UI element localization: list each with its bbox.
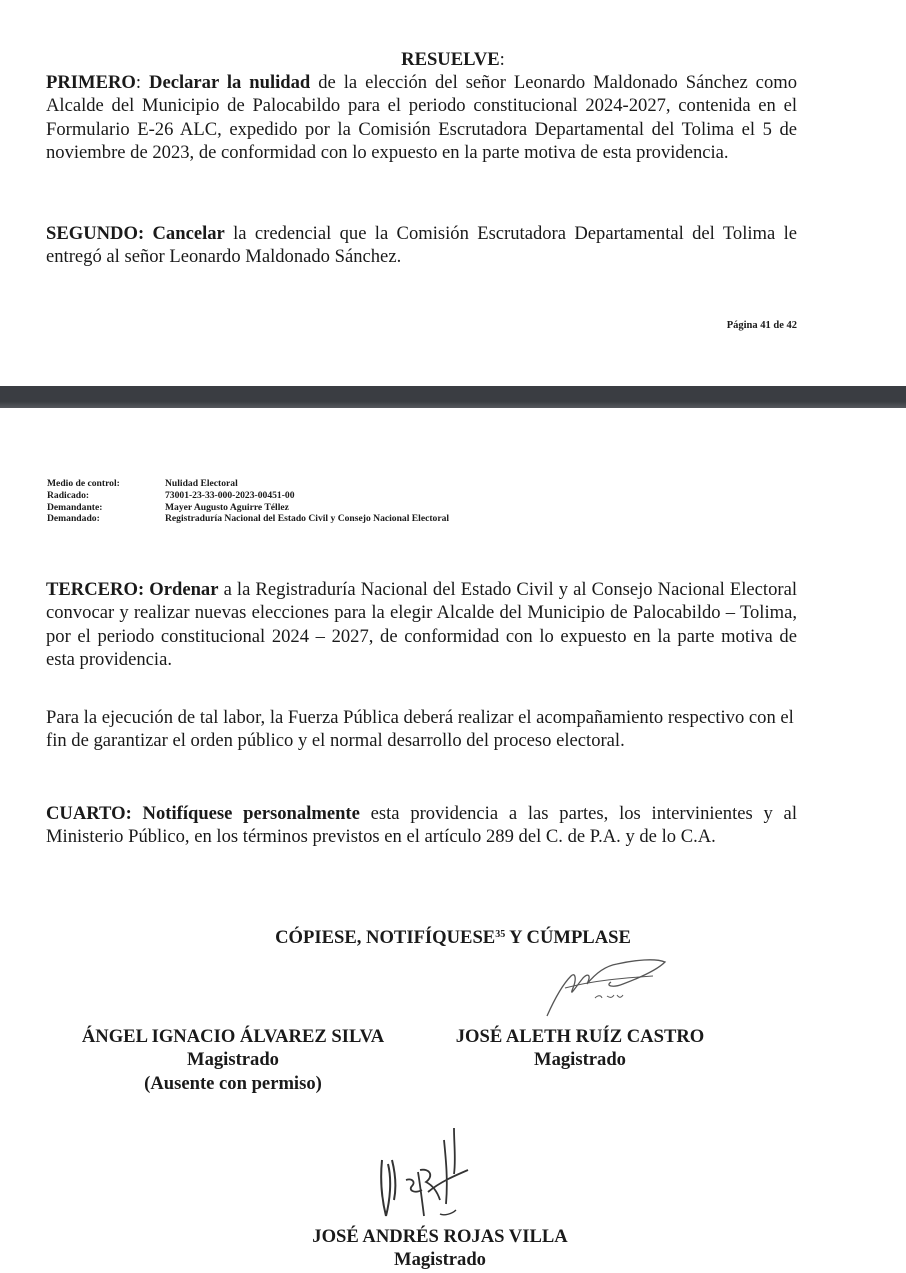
primero-action: Declarar la nulidad [149,72,311,93]
signature-rojas-villa [368,1120,478,1220]
header-row-control: Medio de control: Nulidad Electoral [47,478,238,489]
page-separator [0,386,906,408]
primero-paragraph: PRIMERO: Declarar la nulidad de la elección del señor Leonardo Maldonado Sánchez como Alcalde del Municipio de Palocabildo para el periodo constitucional 2024-2027, contenida en el Formulario E-26 ALC, expedido por la Comisión Escrutadora Departamental del Tolima el 5 de noviembre de 2023, de conformidad con lo expuesto en la parte motiva de esta providencia. [46,72,797,164]
cuarto-action: Notifíquese personalmente [142,803,360,824]
signer-name: JOSÉ ANDRÉS ROJAS VILLA [312,1226,568,1247]
header-row-radicado: Radicado: 73001-23-33-000-2023-00451-00 [47,489,295,501]
signature-ruiz-castro [535,948,675,1020]
signer-title: Magistrado [394,1249,486,1271]
tercero-label: TERCERO: [46,579,145,600]
signer-title: Magistrado [187,1049,279,1071]
signature-block-alvarez-silva [30,1025,436,1095]
segundo-action: Cancelar [152,223,225,244]
footnote-ref: 35 [495,929,506,940]
cuarto-paragraph: CUARTO: Notifíquese personalmente esta providencia a las partes, los intervinientes y al Ministerio Público, en los términos previstos en el artículo 289 del C. de P.A. y de lo C.A. [46,803,797,848]
header-row-demandado: Demandado: Registraduría Nacional del Estado Civil y Consejo Nacional Electoral [47,513,450,525]
ejecucion-paragraph: Para la ejecución de tal labor, la Fuerza Pública deberá realizar el acompañamiento respectivo con el fin de garantizar el orden público y el normal desarrollo del proceso electoral. [46,707,794,752]
page-number: Página 41 de 42 [726,320,797,331]
signature-block-rojas-villa [220,1225,660,1272]
signer-note: (Ausente con permiso) [144,1072,322,1094]
closing-formula: CÓPIESE, NOTIFÍQUESE$^{35}$ Y CÚMPLASE [275,927,631,948]
signer-title: Magistrado [534,1049,626,1071]
primero-label: PRIMERO [46,72,136,93]
resuelve-heading: RESUELVE: [401,49,505,70]
tercero-paragraph: TERCERO: Ordenar a la Registraduría Nacional del Estado Civil y al Consejo Nacional Electoral convocar y realizar nuevas elecciones para la elegir Alcalde del Municipio de Palocabildo – Tolima, por el periodo constitucional 2024 – 2027, de conformidad con lo expuesto en la parte motiva de esta providencia. [46,579,797,671]
signature-block-ruiz-castro [440,1025,720,1072]
header-row-demandante: Demandante: Mayer Augusto Aguirre Téllez [47,501,289,513]
segundo-label: SEGUNDO: [46,223,145,244]
signer-name: ÁNGEL IGNACIO ÁLVAREZ SILVA [81,1026,385,1047]
tercero-action: Ordenar [149,579,219,600]
segundo-paragraph: SEGUNDO: Cancelar la credencial que la Comisión Escrutadora Departamental del Tolima le entregó al señor Leonardo Maldonado Sánchez. [46,223,797,268]
cuarto-label: CUARTO: [46,803,132,824]
case-header [47,478,449,525]
signer-name: JOSÉ ALETH RUÍZ CASTRO [455,1026,705,1047]
